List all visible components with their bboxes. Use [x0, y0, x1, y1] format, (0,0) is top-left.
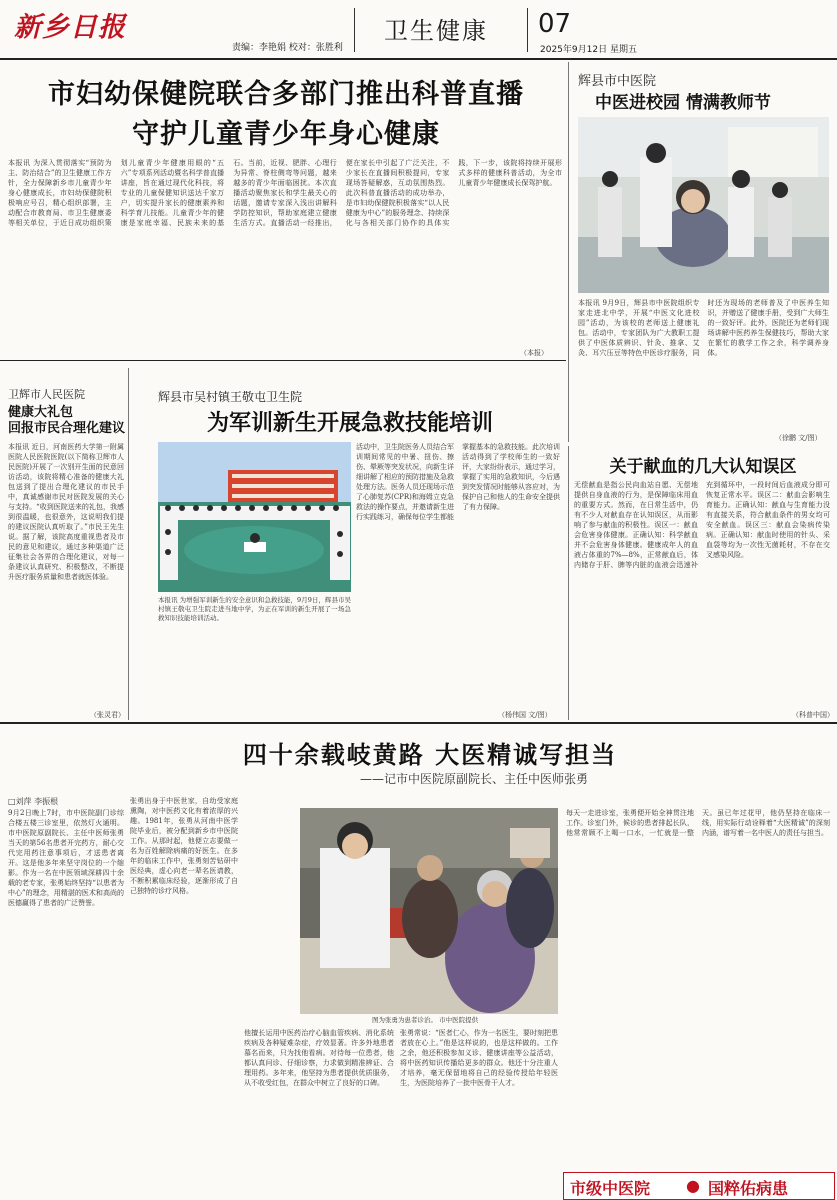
- section-rule: [0, 360, 566, 361]
- left-mid-body: 本报讯 近日，河南医药大学第一附属医院人民医院医院(以下简称卫辉市人民医院)开展了一次别开生面的民意回访活动，该院将精心准备的健康大礼包送到了提出合理化建议的市民手中，真诚感谢市民对医院发展的关心与支持。“收到医院送来的礼包，我感到很温暖，也很意外，这说明我们提的建议医院认真听取了。”市民王先生说。据了解，该院高度重视患者及市民的意见和建议，通过多种渠道广泛征集社会各界的合理化建议，对每一条建议认真研究、积极整改，不断提升医疗服务质量和患者就医体验。: [8, 443, 124, 581]
- mid-caption: 本报讯 为增强军训新生的安全意识和急救技能，9月9日，辉县市吴村镇王敬屯卫生院走进当地中学，为正在军训的新生开展了一场急救知识技能培训活动。: [158, 596, 351, 622]
- first-aid-training-photo: [158, 442, 351, 592]
- top-right-title: 中医进校园 情满教师节: [595, 93, 771, 113]
- feature-col1: 9月2日晚上7时，市中医院副门诊综合楼五楼三诊室里，依然灯火通明。市中医院原副院长、主任中医师张勇当天的第56名患者开完药方，耐心交代完用药注意事项后，才送患者离开。这是他多年来坚守岗位的一个缩影。作为一名在中医领域深耕四十余载的老专家，张勇始终坚持“以患者为中心”的理念，用精湛的医术和高尚的医德赢得了患者的广泛赞誉。: [8, 809, 124, 907]
- feature-col3: 他擅长运用中医药治疗心脑血管疾病、消化系统疾病及各种疑难杂症，疗效显著。许多外地患者慕名而来，只为找他看病。对待每一位患者，他都认真问诊、仔细诊察，力求做到精准辨证、合理用药。多年来，他坚持为患者提供优质服务，从不收受红包，在群众中树立了良好的口碑。: [244, 1029, 394, 1087]
- feature-photo-caption: 图为张勇为患者诊治。 市中医院提供: [372, 1016, 479, 1024]
- section-title: 卫生健康: [384, 17, 488, 45]
- newspaper-logo: 新乡日报: [14, 12, 126, 43]
- feature-title: 四十余载岐黄路 大医精诚写担当: [242, 741, 618, 769]
- banner-dot: ●: [686, 1176, 700, 1195]
- feature-subtitle: ——记市中医院原副院长、主任中医师张勇: [360, 772, 589, 786]
- banner-right: 国粹佑病患: [708, 1179, 789, 1198]
- mid-body: 活动中，卫生院医务人员结合军训期间常见的中暑、扭伤、擦伤、晕厥等突发状况，向新生详细讲解了相应的预防措施及急救处理方法。医务人员还现场示范了心肺复苏(CPR)和海姆立克急救法的操作要点，并邀请新生进行实践练习，确保每位学生都能掌握基本的急救技能。此次培训活动得到了学校师生的一致好评，大家纷纷表示，通过学习，掌握了实用的急救知识，今后遇到突发情况时能够从容应对，为保护自己和他人的生命安全提供了有力保障。: [356, 443, 560, 521]
- mid-author: （杨伟国 文/图）: [498, 711, 552, 719]
- top-right-body: 本报讯 9月9日，辉县市中医院组织专家走进北中学，开展“中医文化进校园”活动，为该校的老师送上健康礼包。活动中，专家团队为广大教职工提供了中医体质辨识、针灸、推拿、艾灸、耳穴压豆等特色中医诊疗服务，同时还为现场的老师普及了中医养生知识，并赠送了健康手册，受到广大师生的一致好评。此外，医院还为老师们现场讲解中医药养生保健技巧，帮助大家在繁忙的教学工作之余，科学调养身体。: [578, 299, 829, 357]
- mid-kicker: 辉县市吴村镇王敬屯卫生院: [158, 390, 303, 404]
- column-divider: [568, 62, 569, 442]
- feature-col4: 张勇常说：“医者仁心，作为一名医生，要时刻把患者放在心上。”他是这样说的，也是这样做的。工作之余，他还积极参加义诊、健康讲座等公益活动，将中医药知识传播给更多的群众。他还十分注重人才培养，毫无保留地将自己的经验传授给年轻医生，为医院培养了一批中医骨干人才。: [400, 1029, 558, 1087]
- top-right-author: （徐鹏 文/图）: [775, 434, 822, 442]
- mid-body-continued: [158, 668, 560, 708]
- doctor-photo: [300, 808, 558, 1014]
- lead-author: （本报）: [520, 349, 548, 357]
- feature-byline: □刘萍 李振根: [8, 797, 59, 806]
- feature-col2: 张勇出身于中医世家，自幼受家庭熏陶，对中医药文化有着浓厚的兴趣。1981年，张勇从河南中医学院毕业后，被分配到新乡市中医院工作。从那时起，他便立志要做一名为百姓解除病痛的好医生。在多年的临床工作中，张勇刻苦钻研中医经典，虚心向老一辈名医请教，不断积累临床经验，逐渐形成了自己独特的诊疗风格。: [130, 797, 238, 895]
- feature-col5: 每天一走进诊室，张勇便开始全神贯注地工作。诊室门外，候诊的患者排起长队，他常常顾不上喝一口水，一忙就是一整天。虽已年过花甲，他仍坚持在临床一线，用实际行动诠释着“大医精诚”的深刻内涵，谱写着一名中医人的责任与担当。: [566, 809, 830, 837]
- left-mid-title-line1: 健康大礼包: [8, 405, 74, 420]
- lead-title-line2: 守护儿童青少年身心健康: [132, 119, 440, 150]
- page-number: 07: [538, 9, 572, 39]
- masthead-divider: [354, 8, 355, 52]
- lead-body: 本报讯 为深入贯彻落实“预防为主、防治结合”的卫生健康工作方针，全力保障新乡市儿童青少年身心健康成长，市妇幼保健院积极响应号召，精心组织部署，主动配合市教育局、市卫生健康委等相关单位，于近日成功组织策划儿童青少年健康用眼的“五六”专项系列活动暨名科学普直播讲座，旨在通过现代化科技，将专业的儿童保健知识送达千家万户，切实提升家长的健康素养和科学育儿技能。儿童青少年的健康是家庭幸福、民族未来的基石。当前，近视、肥胖、心理行为异常、脊柱侧弯等问题，越来越多的青少年面临困扰。本次直播活动聚焦家长和学生最关心的话题，邀请专家深入浅出讲解科学防控知识，帮助家庭建立健康生活方式。直播活动一经推出，便在家长中引起了广泛关注，不少家长在直播间积极提问，专家现场答疑解惑，互动氛围热烈。此次科普直播活动的成功举办，是市妇幼保健院积极落实“以人民健康为中心”的服务理念、持续深化与各相关部门协作的具体实践，下一步，该院将持续开展形式多样的健康科普活动，为全市儿童青少年健康成长保驾护航。: [8, 159, 562, 227]
- lead-title-line1: 市妇幼保健院联合多部门推出科普直播: [48, 79, 524, 110]
- right-mid-title: 关于献血的几大认知误区: [609, 457, 797, 477]
- masthead-rule: [0, 58, 837, 60]
- school-visit-photo: [578, 117, 829, 293]
- footer-banner: [563, 1172, 835, 1200]
- masthead-divider-2: [527, 8, 528, 52]
- left-mid-kicker: 卫辉市人民医院: [8, 388, 85, 401]
- feature-rule: [0, 722, 837, 724]
- column-divider-3: [568, 446, 569, 720]
- top-right-kicker: 辉县市中医院: [578, 74, 657, 89]
- right-mid-author: （科普中国）: [792, 711, 834, 719]
- column-divider-2: [128, 368, 129, 720]
- editors-credit: 责编：李艳娟 校对：张胜利: [232, 43, 343, 53]
- mid-title: 为军训新生开展急救技能培训: [206, 411, 493, 436]
- issue-date: 2025年9月12日 星期五: [540, 45, 637, 55]
- right-mid-body: 无偿献血是指公民向血站自愿、无偿地提供自身血液的行为，是保障临床用血的重要方式。然而，在日常生活中，仍有不少人对献血存在认知误区，从而影响了参与献血的积极性。误区一：献血会危害身体健康。正确认知：科学献血并不会危害身体健康。健康成年人的血液占体重的7%—8%，正常献血后，体内储存于肝、脾等内脏的血液会迅速补充到循环中，一段时间后血液成分即可恢复正常水平。误区二：献血会影响生育能力。正确认知：献血与生育能力没有直接关系，符合献血条件的男女均可安全献血。误区三：献血会染病传染病。正确认知：献血时使用的针头、采血袋等均为一次性无菌耗材，不存在交叉感染风险。: [574, 481, 830, 569]
- banner-left: 市级中医院: [570, 1179, 651, 1198]
- left-mid-title-line2: 回报市民合理化建议: [8, 421, 126, 436]
- left-mid-author: （张灵君）: [90, 711, 125, 719]
